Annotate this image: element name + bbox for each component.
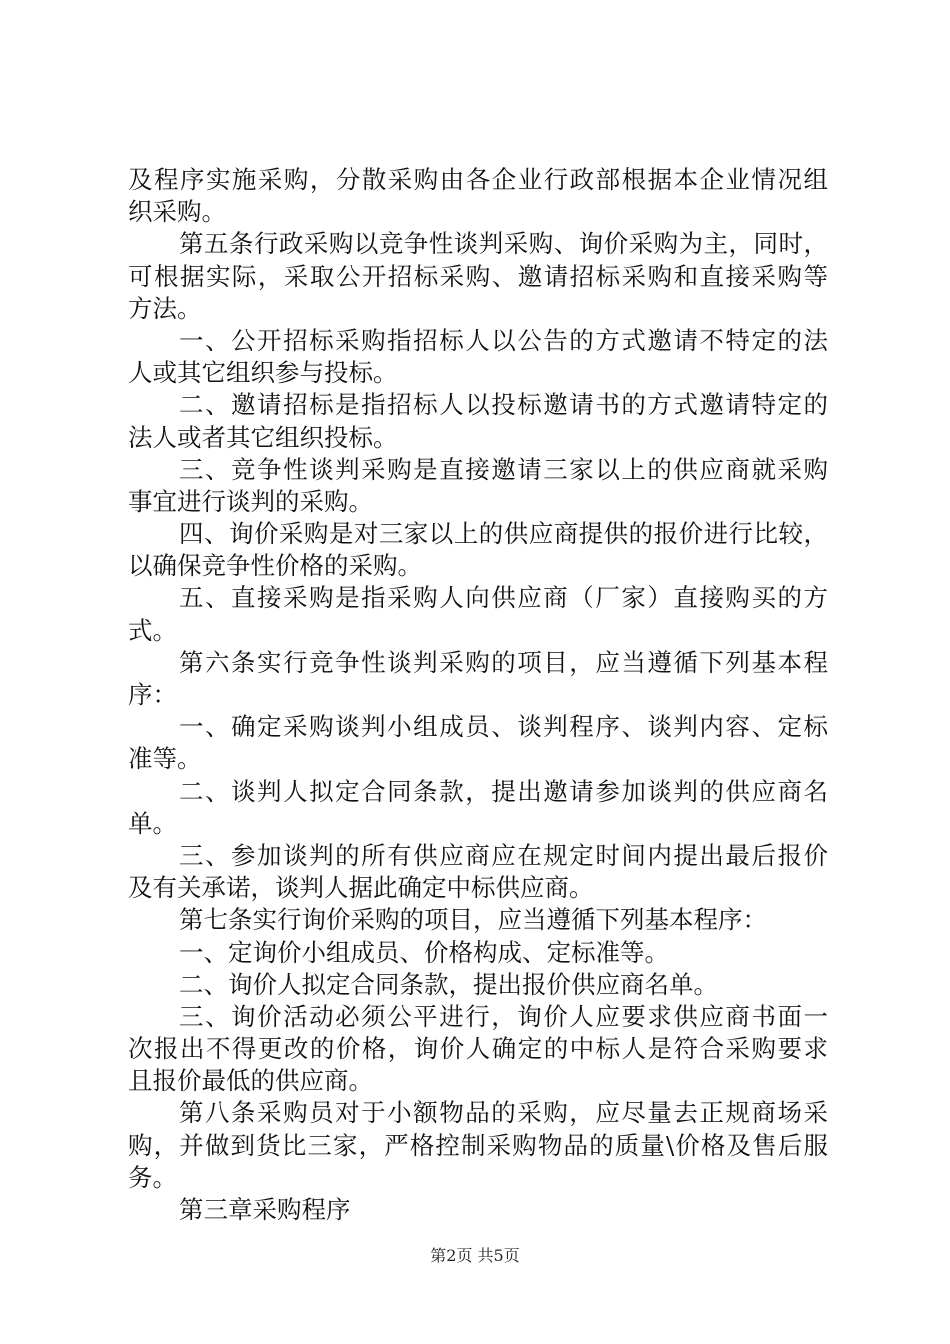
chapter-heading: 第三章采购程序 xyxy=(179,1195,351,1224)
body-line: 次报出不得更改的价格，询价人确定的中标人是符合采购要求 xyxy=(128,1034,828,1064)
body-line: 三、参加谈判的所有供应商应在规定时间内提出最后报价 xyxy=(179,840,828,870)
body-line: 及程序实施采购，分散采购由各企业行政部根据本企业情况组 xyxy=(128,165,828,194)
body-line: 及有关承诺，谈判人据此确定中标供应商。 xyxy=(128,873,594,903)
page-footer xyxy=(0,1243,950,1266)
body-line: 方法。 xyxy=(128,293,202,323)
body-line: 四、询价采购是对三家以上的供应商提供的报价进行比较， xyxy=(179,519,828,549)
body-line: 第六条实行竞争性谈判采购的项目，应当遵循下列基本程 xyxy=(179,647,828,677)
page-indicator: 第2页 共5页 xyxy=(430,1246,520,1265)
body-line: 法人或者其它组织投标。 xyxy=(128,422,398,452)
body-line: 三、竞争性谈判采购是直接邀请三家以上的供应商就采购 xyxy=(179,454,828,484)
body-line: 二、询价人拟定合同条款，提出报价供应商名单。 xyxy=(179,969,718,999)
body-line: 第七条实行询价采购的项目，应当遵循下列基本程序： xyxy=(179,905,767,935)
body-line: 五、直接采购是指采购人向供应商（厂家）直接购买的方 xyxy=(179,583,828,613)
body-line: 务。 xyxy=(128,1162,177,1192)
body-line: 序： xyxy=(128,680,177,709)
body-line: 一、定询价小组成员、价格构成、定标准等。 xyxy=(179,937,669,967)
body-line: 以确保竞争性价格的采购。 xyxy=(128,551,422,581)
body-line: 第五条行政采购以竞争性谈判采购、询价采购为主，同时， xyxy=(179,229,828,259)
body-line: 事宜进行谈判的采购。 xyxy=(128,486,373,516)
body-line: 三、询价活动必须公平进行，询价人应要求供应商书面一 xyxy=(179,1001,828,1031)
body-line: 式。 xyxy=(128,615,177,645)
body-line: 人或其它组织参与投标。 xyxy=(128,358,398,388)
body-line: 单。 xyxy=(128,808,177,838)
body-line: 第八条采购员对于小额物品的采购，应尽量去正规商场采 xyxy=(179,1098,828,1128)
body-line: 可根据实际，采取公开招标采购、邀请招标采购和直接采购等 xyxy=(128,261,828,291)
body-line: 织采购。 xyxy=(128,197,226,227)
body-line: 购，并做到货比三家，严格控制采购物品的质量\价格及售后服 xyxy=(128,1130,828,1160)
body-line: 一、确定采购谈判小组成员、谈判程序、谈判内容、定标 xyxy=(179,712,828,742)
body-line: 且报价最低的供应商。 xyxy=(128,1066,373,1096)
body-line: 二、谈判人拟定合同条款，提出邀请参加谈判的供应商名 xyxy=(179,776,828,806)
body-line: 二、邀请招标是指招标人以投标邀请书的方式邀请特定的 xyxy=(179,390,828,420)
body-line: 一、公开招标采购指招标人以公告的方式邀请不特定的法 xyxy=(179,325,828,355)
document-body xyxy=(128,164,828,1226)
body-line: 准等。 xyxy=(128,744,202,774)
